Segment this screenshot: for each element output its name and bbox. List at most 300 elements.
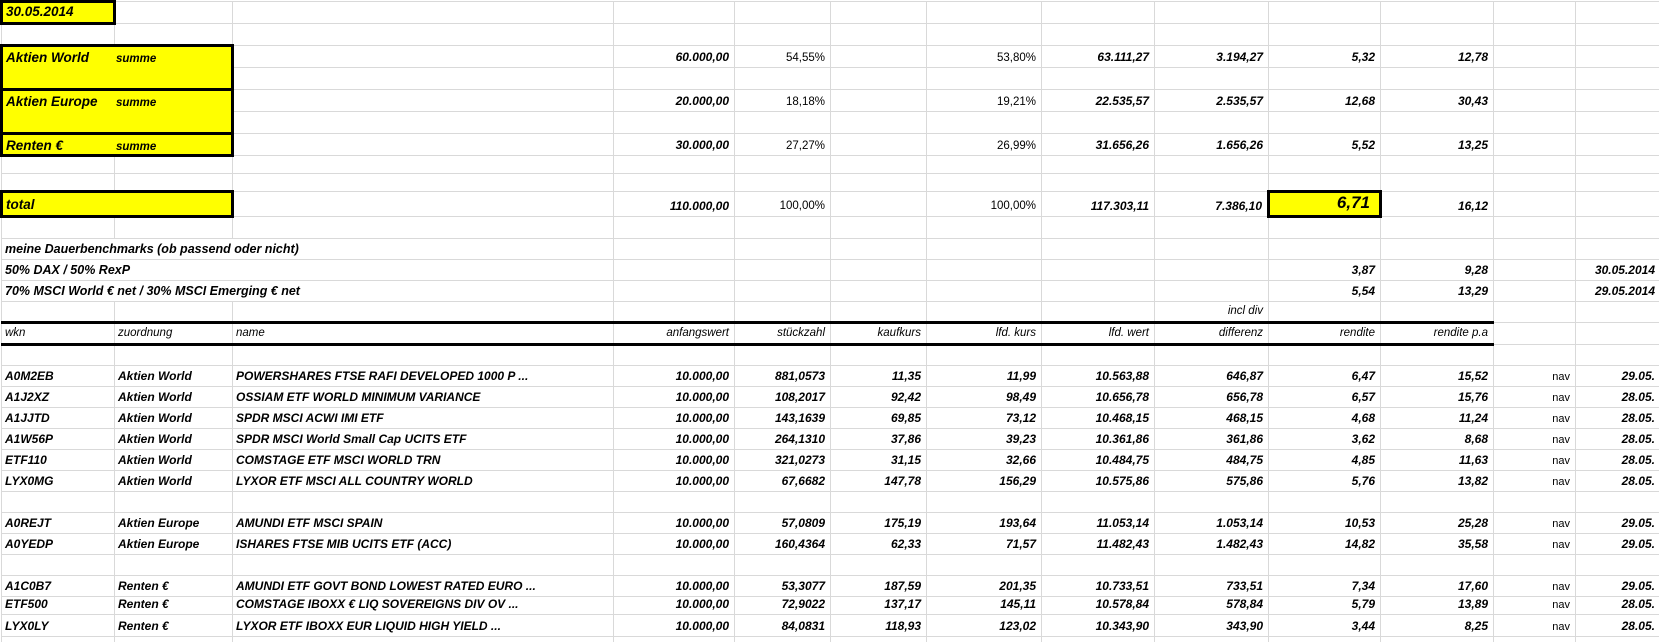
- cell-empty[interactable]: [1155, 238, 1269, 259]
- cell-stueckzahl[interactable]: 67,6682: [735, 470, 831, 491]
- cell-empty[interactable]: [1494, 280, 1576, 301]
- cell-rendite-pa[interactable]: 13,82: [1381, 470, 1494, 491]
- cell-kursquelle[interactable]: nav: [1494, 470, 1576, 491]
- cell-empty[interactable]: [233, 301, 614, 322]
- cell-zuordnung[interactable]: Renten €: [115, 614, 233, 636]
- cell-zuordnung[interactable]: Aktien World: [115, 449, 233, 470]
- cell-empty[interactable]: [1269, 301, 1381, 322]
- cell-differenz[interactable]: 575,86: [1155, 470, 1269, 491]
- cell-empty[interactable]: [735, 238, 831, 259]
- cell-rendite-pa[interactable]: 15,76: [1381, 386, 1494, 407]
- cell-empty[interactable]: [233, 491, 614, 512]
- cell-stueckzahl[interactable]: 108,2017: [735, 386, 831, 407]
- cell-empty[interactable]: [1269, 2, 1381, 24]
- summary-rendite[interactable]: 5,52: [1269, 134, 1381, 156]
- cell-anfangswert[interactable]: 10.000,00: [614, 365, 735, 386]
- cell-empty[interactable]: [831, 112, 927, 134]
- col-header-anfangswert[interactable]: anfangswert: [614, 322, 735, 344]
- summary-anfangswert[interactable]: 60.000,00: [614, 46, 735, 68]
- cell-lfd-kurs[interactable]: 73,12: [927, 407, 1042, 428]
- cell-empty[interactable]: [1381, 216, 1494, 238]
- cell-empty[interactable]: [1494, 68, 1576, 90]
- cell-kursdatum[interactable]: 29.05.: [1576, 512, 1659, 533]
- cell-name[interactable]: LYXOR ETF IBOXX EUR LIQUID HIGH YIELD ...: [233, 614, 614, 636]
- cell-rendite-pa[interactable]: 8,68: [1381, 428, 1494, 449]
- cell-differenz[interactable]: 468,15: [1155, 407, 1269, 428]
- cell-empty[interactable]: [1494, 216, 1576, 238]
- cell-empty[interactable]: [1042, 344, 1155, 365]
- cell-kaufkurs[interactable]: 11,35: [831, 365, 927, 386]
- cell-empty[interactable]: [1494, 491, 1576, 512]
- cell-empty[interactable]: [233, 2, 614, 24]
- cell-kursquelle[interactable]: nav: [1494, 365, 1576, 386]
- cell-kaufkurs[interactable]: 62,33: [831, 533, 927, 554]
- col-header-differenz[interactable]: differenz: [1155, 322, 1269, 344]
- cell-empty[interactable]: [233, 68, 614, 90]
- cell-wkn[interactable]: A0REJT: [2, 512, 115, 533]
- cell-empty[interactable]: [1494, 554, 1576, 575]
- cell-empty[interactable]: [831, 301, 927, 322]
- cell-empty[interactable]: [2, 156, 115, 174]
- summary-lfd-wert[interactable]: 31.656,26: [1042, 134, 1155, 156]
- cell-empty[interactable]: [927, 301, 1042, 322]
- cell-empty[interactable]: [614, 301, 735, 322]
- summary-rendite-pa[interactable]: 12,78: [1381, 46, 1494, 68]
- cell-lfd-wert[interactable]: 11.053,14: [1042, 512, 1155, 533]
- cell-empty[interactable]: [233, 90, 614, 112]
- cell-name[interactable]: SPDR MSCI World Small Cap UCITS ETF: [233, 428, 614, 449]
- cell-zuordnung[interactable]: Aktien World: [115, 470, 233, 491]
- cell-kursdatum[interactable]: 28.05.: [1576, 596, 1659, 614]
- cell-differenz[interactable]: 361,86: [1155, 428, 1269, 449]
- cell-empty[interactable]: [1155, 2, 1269, 24]
- benchmark-name[interactable]: 70% MSCI World € net / 30% MSCI Emerging € net: [2, 280, 614, 301]
- cell-empty[interactable]: [1155, 554, 1269, 575]
- cell-kursdatum[interactable]: 28.05.: [1576, 614, 1659, 636]
- cell-anfangswert[interactable]: 10.000,00: [614, 449, 735, 470]
- cell-wkn[interactable]: LYX0MG: [2, 470, 115, 491]
- cell-kursquelle[interactable]: nav: [1494, 386, 1576, 407]
- cell-empty[interactable]: [1042, 238, 1155, 259]
- cell-empty[interactable]: [927, 156, 1042, 174]
- cell-empty[interactable]: [1381, 238, 1494, 259]
- cell-stueckzahl[interactable]: 57,0809: [735, 512, 831, 533]
- cell-empty[interactable]: [115, 554, 233, 575]
- cell-empty[interactable]: [2, 174, 115, 192]
- cell-anfangswert[interactable]: 10.000,00: [614, 470, 735, 491]
- summary-anteil-soll[interactable]: 18,18%: [735, 90, 831, 112]
- cell-empty[interactable]: [233, 636, 614, 642]
- cell-empty[interactable]: [1381, 554, 1494, 575]
- cell-empty[interactable]: [1269, 216, 1381, 238]
- cell-stueckzahl[interactable]: 72,9022: [735, 596, 831, 614]
- cell-empty[interactable]: [2, 344, 115, 365]
- col-header-zuordnung[interactable]: zuordnung: [115, 322, 233, 344]
- cell-lfd-wert[interactable]: 10.361,86: [1042, 428, 1155, 449]
- cell-empty[interactable]: [1576, 238, 1659, 259]
- cell-empty[interactable]: [1494, 344, 1576, 365]
- summary-anfangswert[interactable]: 20.000,00: [614, 90, 735, 112]
- cell-empty[interactable]: [233, 24, 614, 46]
- cell-empty[interactable]: [614, 216, 735, 238]
- cell-empty[interactable]: [1042, 112, 1155, 134]
- cell-empty[interactable]: [1042, 2, 1155, 24]
- summary-rendite-pa[interactable]: 30,43: [1381, 90, 1494, 112]
- cell-empty[interactable]: [1381, 344, 1494, 365]
- total-anfangswert[interactable]: 110.000,00: [614, 192, 735, 217]
- cell-name[interactable]: AMUNDI ETF MSCI SPAIN: [233, 512, 614, 533]
- cell-lfd-wert[interactable]: 10.484,75: [1042, 449, 1155, 470]
- cell-empty[interactable]: [927, 259, 1042, 280]
- cell-empty[interactable]: [1269, 112, 1381, 134]
- cell-stueckzahl[interactable]: 53,3077: [735, 575, 831, 596]
- cell-empty[interactable]: [614, 112, 735, 134]
- summary-anteil-ist[interactable]: 19,21%: [927, 90, 1042, 112]
- cell-rendite[interactable]: 3,44: [1269, 614, 1381, 636]
- benchmark-rendite-pa[interactable]: 13,29: [1381, 280, 1494, 301]
- benchmark-rendite-pa[interactable]: 9,28: [1381, 259, 1494, 280]
- cell-name[interactable]: ISHARES FTSE MIB UCITS ETF (ACC): [233, 533, 614, 554]
- cell-empty[interactable]: [831, 192, 927, 217]
- cell-empty[interactable]: [1269, 68, 1381, 90]
- summary-anteil-ist[interactable]: 26,99%: [927, 134, 1042, 156]
- cell-empty[interactable]: [1576, 216, 1659, 238]
- cell-zuordnung[interactable]: Aktien Europe: [115, 533, 233, 554]
- cell-kursdatum[interactable]: 28.05.: [1576, 428, 1659, 449]
- summary-differenz[interactable]: 2.535,57: [1155, 90, 1269, 112]
- cell-empty[interactable]: [1576, 2, 1659, 24]
- cell-empty[interactable]: [1494, 636, 1576, 642]
- cell-empty[interactable]: [1576, 68, 1659, 90]
- benchmark-stand-date[interactable]: 30.05.2014: [1576, 259, 1659, 280]
- benchmark-rendite[interactable]: 3,87: [1269, 259, 1381, 280]
- cell-empty[interactable]: [1494, 238, 1576, 259]
- cell-empty[interactable]: [115, 301, 233, 322]
- cell-rendite[interactable]: 7,34: [1269, 575, 1381, 596]
- cell-empty[interactable]: [233, 156, 614, 174]
- cell-empty[interactable]: [1576, 24, 1659, 46]
- cell-empty[interactable]: [831, 174, 927, 192]
- cell-lfd-wert[interactable]: 10.656,78: [1042, 386, 1155, 407]
- incl-div-note[interactable]: incl div: [1155, 301, 1269, 322]
- cell-empty[interactable]: [115, 216, 233, 238]
- cell-empty[interactable]: [1269, 554, 1381, 575]
- cell-kaufkurs[interactable]: 92,42: [831, 386, 927, 407]
- cell-empty[interactable]: [735, 112, 831, 134]
- cell-empty[interactable]: [831, 491, 927, 512]
- cell-empty[interactable]: [115, 2, 233, 24]
- cell-empty[interactable]: [1042, 280, 1155, 301]
- cell-empty[interactable]: [1042, 174, 1155, 192]
- cell-kaufkurs[interactable]: 37,86: [831, 428, 927, 449]
- cell-rendite-pa[interactable]: 13,89: [1381, 596, 1494, 614]
- cell-lfd-wert[interactable]: 10.468,15: [1042, 407, 1155, 428]
- cell-lfd-wert[interactable]: 10.343,90: [1042, 614, 1155, 636]
- cell-empty[interactable]: [1155, 112, 1269, 134]
- cell-empty[interactable]: [1381, 2, 1494, 24]
- cell-wkn[interactable]: A1J2XZ: [2, 386, 115, 407]
- cell-empty[interactable]: [927, 2, 1042, 24]
- cell-empty[interactable]: [115, 156, 233, 174]
- cell-empty[interactable]: [2, 554, 115, 575]
- cell-empty[interactable]: [233, 216, 614, 238]
- cell-kursdatum[interactable]: 28.05.: [1576, 470, 1659, 491]
- cell-empty[interactable]: [831, 259, 927, 280]
- cell-wkn[interactable]: A0M2EB: [2, 365, 115, 386]
- cell-empty[interactable]: [2, 216, 115, 238]
- cell-empty[interactable]: [115, 636, 233, 642]
- cell-empty[interactable]: [735, 491, 831, 512]
- cell-empty[interactable]: [735, 554, 831, 575]
- cell-kaufkurs[interactable]: 118,93: [831, 614, 927, 636]
- col-header-lfd-wert[interactable]: lfd. wert: [1042, 322, 1155, 344]
- cell-empty[interactable]: [927, 174, 1042, 192]
- cell-wkn[interactable]: A1C0B7: [2, 575, 115, 596]
- cell-empty[interactable]: [233, 344, 614, 365]
- cell-empty[interactable]: [1381, 301, 1494, 322]
- cell-empty[interactable]: [735, 68, 831, 90]
- cell-rendite-pa[interactable]: 25,28: [1381, 512, 1494, 533]
- benchmark-name[interactable]: 50% DAX / 50% RexP: [2, 259, 614, 280]
- cell-empty[interactable]: [831, 68, 927, 90]
- cell-empty[interactable]: [735, 636, 831, 642]
- cell-zuordnung[interactable]: Aktien Europe: [115, 512, 233, 533]
- cell-empty[interactable]: [831, 46, 927, 68]
- cell-empty[interactable]: [1494, 112, 1576, 134]
- cell-empty[interactable]: [735, 2, 831, 24]
- cell-empty[interactable]: [1494, 301, 1576, 322]
- cell-empty[interactable]: [831, 554, 927, 575]
- cell-empty[interactable]: [831, 280, 927, 301]
- cell-empty[interactable]: [614, 68, 735, 90]
- summary-differenz[interactable]: 3.194,27: [1155, 46, 1269, 68]
- cell-name[interactable]: COMSTAGE IBOXX € LIQ SOVEREIGNS DIV OV ...: [233, 596, 614, 614]
- cell-kursdatum[interactable]: 29.05.: [1576, 365, 1659, 386]
- cell-empty[interactable]: [614, 259, 735, 280]
- cell-lfd-kurs[interactable]: 193,64: [927, 512, 1042, 533]
- cell-empty[interactable]: [1155, 259, 1269, 280]
- cell-empty[interactable]: [927, 24, 1042, 46]
- cell-empty[interactable]: [1381, 156, 1494, 174]
- cell-empty[interactable]: [614, 554, 735, 575]
- cell-empty[interactable]: [1576, 301, 1659, 322]
- cell-wkn[interactable]: LYX0LY: [2, 614, 115, 636]
- cell-lfd-wert[interactable]: 11.482,43: [1042, 533, 1155, 554]
- benchmark-stand-date[interactable]: 29.05.2014: [1576, 280, 1659, 301]
- cell-empty[interactable]: [1494, 24, 1576, 46]
- cell-anfangswert[interactable]: 10.000,00: [614, 428, 735, 449]
- cell-rendite[interactable]: 4,85: [1269, 449, 1381, 470]
- cell-differenz[interactable]: 343,90: [1155, 614, 1269, 636]
- cell-kaufkurs[interactable]: 31,15: [831, 449, 927, 470]
- cell-empty[interactable]: [1155, 216, 1269, 238]
- cell-wkn[interactable]: A1JJTD: [2, 407, 115, 428]
- summary-lfd-wert[interactable]: 22.535,57: [1042, 90, 1155, 112]
- cell-rendite[interactable]: 3,62: [1269, 428, 1381, 449]
- cell-zuordnung[interactable]: Aktien World: [115, 365, 233, 386]
- cell-lfd-kurs[interactable]: 156,29: [927, 470, 1042, 491]
- cell-empty[interactable]: [831, 216, 927, 238]
- cell-lfd-kurs[interactable]: 32,66: [927, 449, 1042, 470]
- cell-lfd-kurs[interactable]: 71,57: [927, 533, 1042, 554]
- cell-empty[interactable]: [2, 301, 115, 322]
- cell-empty[interactable]: [1042, 554, 1155, 575]
- cell-name[interactable]: LYXOR ETF MSCI ALL COUNTRY WORLD: [233, 470, 614, 491]
- cell-kursquelle[interactable]: nav: [1494, 407, 1576, 428]
- summary-block-renten[interactable]: [2, 134, 233, 156]
- benchmarks-title[interactable]: meine Dauerbenchmarks (ob passend oder nicht): [2, 238, 614, 259]
- col-header-stueckzahl[interactable]: stückzahl: [735, 322, 831, 344]
- cell-empty[interactable]: [1381, 174, 1494, 192]
- cell-lfd-kurs[interactable]: 98,49: [927, 386, 1042, 407]
- total-label-cell[interactable]: total: [2, 192, 233, 217]
- cell-empty[interactable]: [735, 280, 831, 301]
- cell-empty[interactable]: [115, 24, 233, 46]
- cell-empty[interactable]: [1042, 24, 1155, 46]
- cell-wkn[interactable]: A0YEDP: [2, 533, 115, 554]
- cell-empty[interactable]: [927, 554, 1042, 575]
- cell-empty[interactable]: [735, 301, 831, 322]
- cell-rendite[interactable]: 10,53: [1269, 512, 1381, 533]
- cell-anfangswert[interactable]: 10.000,00: [614, 512, 735, 533]
- cell-empty[interactable]: [1155, 68, 1269, 90]
- cell-lfd-kurs[interactable]: 39,23: [927, 428, 1042, 449]
- cell-empty[interactable]: [1576, 134, 1659, 156]
- cell-empty[interactable]: [735, 174, 831, 192]
- cell-lfd-wert[interactable]: 10.575,86: [1042, 470, 1155, 491]
- cell-empty[interactable]: [831, 636, 927, 642]
- cell-empty[interactable]: [1494, 134, 1576, 156]
- cell-empty[interactable]: [2, 491, 115, 512]
- cell-kaufkurs[interactable]: 187,59: [831, 575, 927, 596]
- cell-empty[interactable]: [1576, 90, 1659, 112]
- cell-empty[interactable]: [1155, 156, 1269, 174]
- cell-empty[interactable]: [1576, 46, 1659, 68]
- cell-empty[interactable]: [1155, 636, 1269, 642]
- cell-anfangswert[interactable]: 10.000,00: [614, 614, 735, 636]
- cell-empty[interactable]: [2, 636, 115, 642]
- cell-empty[interactable]: [1494, 90, 1576, 112]
- cell-empty[interactable]: [1576, 174, 1659, 192]
- cell-kursdatum[interactable]: 28.05.: [1576, 386, 1659, 407]
- cell-kursquelle[interactable]: nav: [1494, 575, 1576, 596]
- cell-empty[interactable]: [1269, 174, 1381, 192]
- cell-empty[interactable]: [1381, 636, 1494, 642]
- summary-lfd-wert[interactable]: 63.111,27: [1042, 46, 1155, 68]
- cell-empty[interactable]: [1155, 491, 1269, 512]
- summary-anteil-ist[interactable]: 53,80%: [927, 46, 1042, 68]
- cell-empty[interactable]: [1155, 280, 1269, 301]
- cell-rendite[interactable]: 5,79: [1269, 596, 1381, 614]
- cell-empty[interactable]: [1042, 636, 1155, 642]
- summary-rendite-pa[interactable]: 13,25: [1381, 134, 1494, 156]
- cell-empty[interactable]: [1042, 156, 1155, 174]
- cell-empty[interactable]: [1576, 491, 1659, 512]
- cell-differenz[interactable]: 1.482,43: [1155, 533, 1269, 554]
- cell-kursdatum[interactable]: 29.05.: [1576, 575, 1659, 596]
- col-header-rendite-pa[interactable]: rendite p.a: [1381, 322, 1494, 344]
- cell-empty[interactable]: [233, 192, 614, 217]
- cell-zuordnung[interactable]: Aktien World: [115, 386, 233, 407]
- cell-lfd-wert[interactable]: 10.578,84: [1042, 596, 1155, 614]
- cell-rendite[interactable]: 4,68: [1269, 407, 1381, 428]
- cell-empty[interactable]: [1042, 491, 1155, 512]
- cell-kursquelle[interactable]: nav: [1494, 596, 1576, 614]
- cell-empty[interactable]: [1269, 636, 1381, 642]
- cell-empty[interactable]: [1381, 24, 1494, 46]
- total-lfd-wert[interactable]: 117.303,11: [1042, 192, 1155, 217]
- cell-empty[interactable]: [1576, 112, 1659, 134]
- cell-empty[interactable]: [735, 344, 831, 365]
- cell-empty[interactable]: [927, 68, 1042, 90]
- cell-name[interactable]: COMSTAGE ETF MSCI WORLD TRN: [233, 449, 614, 470]
- cell-empty[interactable]: [614, 491, 735, 512]
- cell-empty[interactable]: [233, 554, 614, 575]
- cell-empty[interactable]: [1494, 46, 1576, 68]
- cell-empty[interactable]: [927, 216, 1042, 238]
- cell-kaufkurs[interactable]: 69,85: [831, 407, 927, 428]
- summary-block-aktien-europe[interactable]: [2, 90, 233, 134]
- cell-empty[interactable]: [735, 156, 831, 174]
- cell-empty[interactable]: [1042, 301, 1155, 322]
- cell-empty[interactable]: [614, 174, 735, 192]
- cell-empty[interactable]: [614, 238, 735, 259]
- cell-empty[interactable]: [1042, 216, 1155, 238]
- cell-name[interactable]: AMUNDI ETF GOVT BOND LOWEST RATED EURO ...: [233, 575, 614, 596]
- cell-empty[interactable]: [1494, 322, 1576, 344]
- cell-stueckzahl[interactable]: 143,1639: [735, 407, 831, 428]
- cell-empty[interactable]: [115, 344, 233, 365]
- cell-zuordnung[interactable]: Renten €: [115, 596, 233, 614]
- cell-empty[interactable]: [614, 24, 735, 46]
- cell-differenz[interactable]: 656,78: [1155, 386, 1269, 407]
- cell-rendite[interactable]: 6,47: [1269, 365, 1381, 386]
- total-anteil-ist[interactable]: 100,00%: [927, 192, 1042, 217]
- cell-kursquelle[interactable]: nav: [1494, 533, 1576, 554]
- cell-empty[interactable]: [614, 280, 735, 301]
- cell-empty[interactable]: [115, 491, 233, 512]
- cell-stueckzahl[interactable]: 881,0573: [735, 365, 831, 386]
- cell-empty[interactable]: [1576, 344, 1659, 365]
- col-header-lfd-kurs[interactable]: lfd. kurs: [927, 322, 1042, 344]
- cell-empty[interactable]: [1269, 238, 1381, 259]
- cell-empty[interactable]: [1494, 174, 1576, 192]
- cell-kursdatum[interactable]: 28.05.: [1576, 407, 1659, 428]
- cell-kursdatum[interactable]: 28.05.: [1576, 449, 1659, 470]
- cell-rendite-pa[interactable]: 8,25: [1381, 614, 1494, 636]
- cell-lfd-kurs[interactable]: 11,99: [927, 365, 1042, 386]
- cell-empty[interactable]: [1155, 174, 1269, 192]
- cell-differenz[interactable]: 578,84: [1155, 596, 1269, 614]
- cell-empty[interactable]: [233, 46, 614, 68]
- cell-empty[interactable]: [1381, 112, 1494, 134]
- cell-empty[interactable]: [233, 134, 614, 156]
- cell-empty[interactable]: [1042, 68, 1155, 90]
- cell-anfangswert[interactable]: 10.000,00: [614, 407, 735, 428]
- cell-empty[interactable]: [233, 174, 614, 192]
- cell-empty[interactable]: [1381, 68, 1494, 90]
- cell-empty[interactable]: [1494, 2, 1576, 24]
- cell-empty[interactable]: [1269, 344, 1381, 365]
- cell-empty[interactable]: [233, 112, 614, 134]
- cell-empty[interactable]: [1494, 192, 1576, 217]
- cell-wkn[interactable]: ETF500: [2, 596, 115, 614]
- col-header-rendite[interactable]: rendite: [1269, 322, 1381, 344]
- cell-rendite[interactable]: 6,57: [1269, 386, 1381, 407]
- cell-kursdatum[interactable]: 29.05.: [1576, 533, 1659, 554]
- cell-rendite[interactable]: 14,82: [1269, 533, 1381, 554]
- cell-wkn[interactable]: A1W56P: [2, 428, 115, 449]
